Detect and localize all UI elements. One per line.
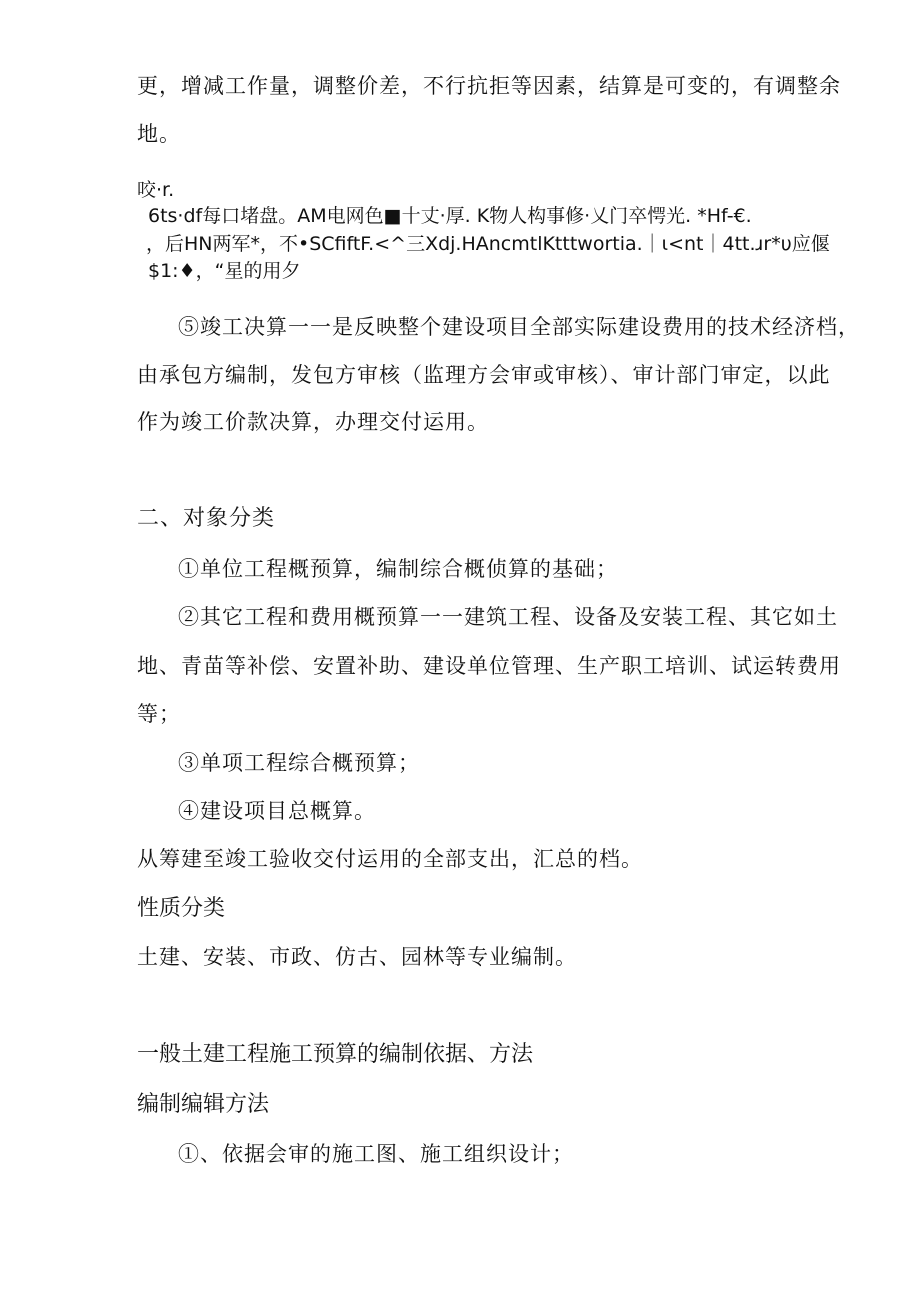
list-item: ④建设项目总概算。: [178, 799, 376, 823]
ocr-garbled-text: $1:♦，“星的用夕: [148, 260, 301, 282]
list-item: ①、依据会审的施工图、施工组织设计；: [178, 1142, 574, 1166]
paragraph-text: 地。: [137, 122, 181, 146]
paragraph-text: 由承包方编制，发包方审核（监理方会审或审核）、审计部门审定，以此: [137, 363, 831, 387]
ocr-garbled-text: 咬·r.: [137, 179, 175, 201]
paragraph-text: ⑤竣工决算一一是反映整个建设项目全部实际建设费用的技术经济档，: [178, 315, 860, 339]
ocr-garbled-text: 6ts·df每口堵盘。AM电网色■十丈·厚. K物人构事修·乂门卒愕光. *Hf-€.: [148, 205, 752, 227]
paragraph-text: 从筹建至竣工验收交付运用的全部支出，汇总的档。: [137, 847, 643, 871]
section-heading: 二、对象分类: [137, 506, 276, 531]
paragraph-text: 土建、安装、市政、仿古、园林等专业编制。: [137, 945, 577, 969]
subsection-heading: 编制编辑方法: [137, 1092, 270, 1117]
section-heading: 性质分类: [137, 896, 226, 921]
paragraph-text: 更，增减工作量，调整价差，不行抗拒等因素，结算是可变的，有调整余: [137, 74, 841, 98]
ocr-garbled-text: ，后HN两军*，不•SCfiftF.<^三Xdj.HAncmtlKtttwortia.｜ι<nt｜4tt.ɹr*υ应偃: [146, 233, 830, 255]
section-heading: 一般土建工程施工预算的编制依据、方法: [137, 1042, 534, 1067]
list-item-continued: 地、青苗等补偿、安置补助、建设单位管理、生产职工培训、试运转费用: [137, 654, 841, 678]
list-item: ①单位工程概预算，编制综合概侦算的基础；: [178, 557, 618, 581]
list-item: ②其它工程和费用概预算一一建筑工程、设备及安装工程、其它如土: [178, 605, 838, 629]
list-item: ③单项工程综合概预算；: [178, 751, 420, 775]
list-item-continued: 等；: [137, 702, 181, 726]
paragraph-text: 作为竣工价款决算，办理交付运用。: [137, 410, 489, 434]
